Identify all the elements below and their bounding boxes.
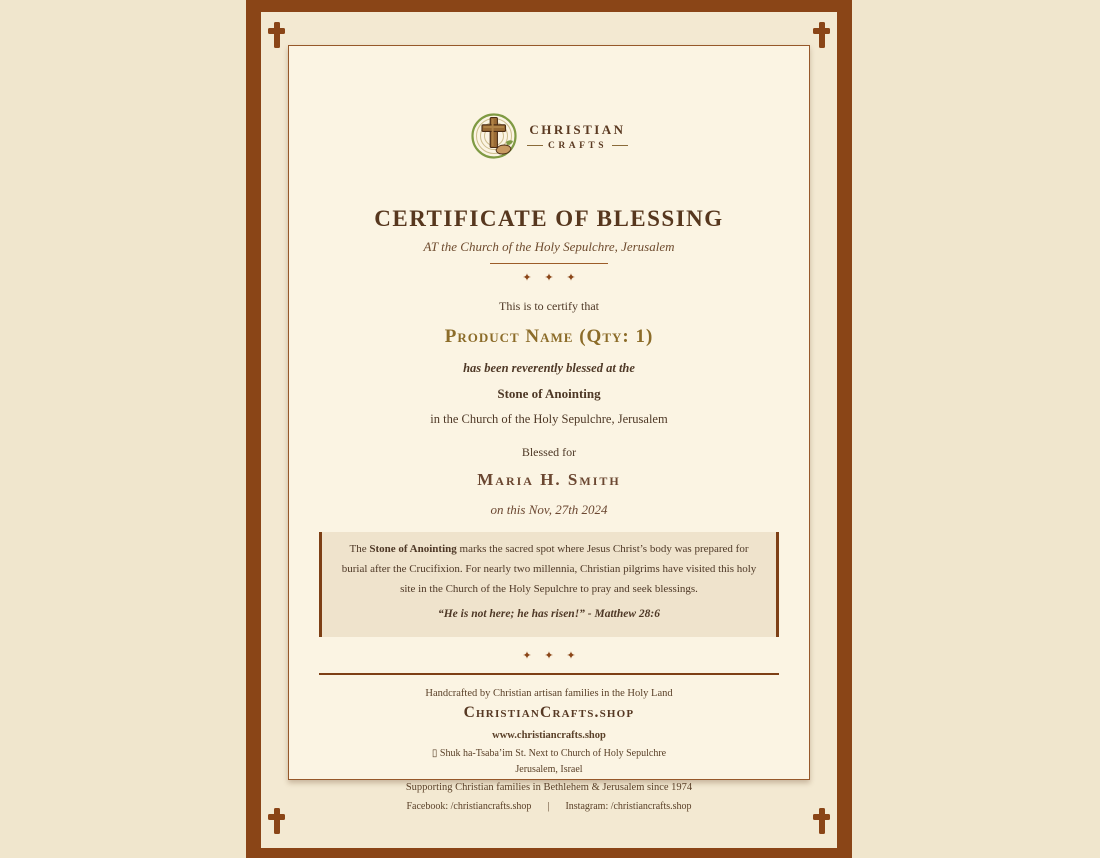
- dash-ornament: [612, 145, 628, 147]
- instagram-handle: Instagram: /christiancrafts.shop: [565, 801, 692, 813]
- footer-divider: [319, 673, 779, 675]
- brand-logo: [470, 112, 628, 160]
- handcrafted-line: Handcrafted by Christian artisan families in the Holy Land: [425, 688, 673, 700]
- product-name: Product Name (Qty: 1): [444, 326, 654, 347]
- church-line: in the Church of the Holy Sepulchre, Jerusalem: [430, 412, 668, 426]
- footer-brand: ChristianCrafts.shop: [463, 704, 635, 722]
- brand-name: CHRISTIAN: [529, 121, 626, 137]
- corner-cross-icon: [813, 808, 830, 834]
- cross-ornament: ✦ ✦ ✦: [522, 272, 581, 284]
- blessed-line: has been reverently blessed at the: [463, 361, 635, 375]
- cross-ornament: ✦ ✦ ✦: [522, 650, 581, 663]
- brand-sub: CRAFTS: [547, 140, 607, 151]
- address-line-1: ▯ Shuk ha-Tsaba’im St. Next to Church of Holy Sepulchre: [431, 748, 667, 760]
- certificate-inset: [261, 12, 837, 848]
- certificate-paper: [288, 45, 810, 813]
- social-separator: |: [547, 801, 550, 813]
- facebook-handle: Facebook: /christiancrafts.shop: [406, 801, 532, 813]
- place-name: Stone of Anointing: [497, 386, 601, 401]
- stone-of-anointing-info-box: [319, 532, 779, 637]
- recipient-name: Maria H. Smith: [477, 470, 621, 489]
- corner-cross-icon: [268, 808, 285, 834]
- certificate-subtitle: AT the Church of the Holy Sepulchre, Jerusalem: [423, 239, 675, 254]
- brand-logo-text: [527, 122, 628, 151]
- blessing-date: on this Nov, 27th 2024: [490, 502, 608, 517]
- certificate-frame: [246, 0, 852, 858]
- certify-line: This is to certify that: [499, 299, 599, 313]
- social-row: [406, 801, 691, 812]
- address-block: [432, 746, 666, 777]
- blessed-for-label: Blessed for: [521, 445, 577, 459]
- address-line-2: Jerusalem, Israel: [515, 763, 583, 775]
- corner-cross-icon: [813, 22, 830, 48]
- scripture-quote: “He is not here; he has risen!” - Matthew 28:6: [437, 608, 661, 621]
- website-url: www.christiancrafts.shop: [492, 730, 606, 742]
- brand-sub-row: [527, 141, 628, 151]
- dash-ornament: [527, 145, 543, 147]
- certificate-title: CERTIFICATE OF BLESSING: [374, 206, 724, 231]
- supporting-line: Supporting Christian families in Bethlehem & Jerusalem since 1974: [405, 782, 693, 794]
- info-box-bold-term: Stone of Anointing: [369, 543, 457, 555]
- corner-cross-icon: [268, 22, 285, 48]
- info-box-body: The Stone of Anointing marks the sacred spot where Jesus Christ’s body was prepared for burial after the Crucifixion. For nearly two millennia, Christian pilgrims have visited this holy site in the Church of the Holy Sepulchre to pray and seek blessings.: [341, 543, 757, 595]
- cross-and-hand-logo-icon: [470, 112, 518, 160]
- subtitle-divider: [490, 263, 608, 264]
